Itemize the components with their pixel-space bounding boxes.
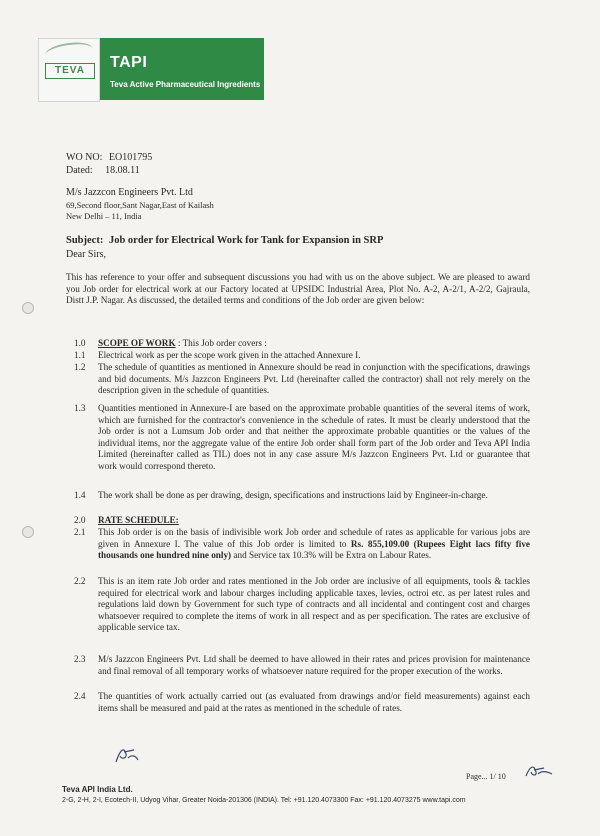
recipient-address-2: New Delhi – 11, India	[66, 211, 142, 221]
item-1-3-number: 1.3	[74, 403, 86, 413]
section-1-number: 1.0	[74, 338, 86, 348]
item-2-1-text-a: This Job order is on the basis of indivisible work Job order and schedule of rates as applicable for various jobs are given in Annexure I. The value of this Job order is limited to	[98, 527, 530, 549]
footer-address: 2-G, 2-H, 2-I, Ecotech-II, Udyog Vihar, Greater Noida-201306 (INDIA). Tel: +91.120.4073300 Fax: +91.120.4073275 www.tapi.com	[62, 797, 466, 804]
item-1-1-number: 1.1	[74, 350, 86, 360]
wo-label: WO NO:	[66, 152, 103, 163]
tapi-wordmark: TAPI	[110, 54, 148, 71]
subject-label: Subject:	[66, 235, 104, 246]
item-2-2-number: 2.2	[74, 576, 86, 586]
recipient-name: M/s Jazzcon Engineers Pvt. Ltd	[66, 187, 193, 198]
item-1-3-text: Quantities mentioned in Annexure-I are based on the approximate probable quantities of the several items of work, which are furnished for the contractor's convenience in the schedule of rates. It must be clearly understood that the Job order is not a Lumsum Job order and that neither the approximate probable quantities or the values of the individual items, nor the aggregate value of the entire Job order shall form part of the Job order and Teva API India Limited (hereinafter called as TIL) does not in any case assure M/s Jazzcon Engineers Pvt. Ltd or guarantee that work would correspond thereto.	[98, 403, 530, 471]
intro-paragraph: This has reference to your offer and subsequent discussions you had with us on the above subject. We are pleased to award you Job order for electrical work at our Factory located at UPSIDC Industrial Area, Plot No. A-2, A-2/1, A-2/2, Gajraula, Distt J.P. Nagar. As discussed, the detailed terms and conditions of the Job order are given below:	[66, 272, 530, 306]
item-1-2-text: The schedule of quantities as mentioned in Annexure should be read in conjunction with the specifications, drawings and bid documents. M/s Jazzcon Engineers Pvt. Ltd (hereinafter called the contractor) shall not rely merely on the description given in the schedule of quantities.	[98, 362, 530, 396]
item-2-3-text: M/s Jazzcon Engineers Pvt. Ltd shall be deemed to have allowed in their rates and prices provision for maintenance and final removal of all temporary works of whatsoever nature required for the proper execution of the works.	[98, 654, 530, 676]
initials-signature-left	[112, 744, 140, 766]
item-2-4-text: The quantities of work actually carried out (as evaluated from drawings and/or field measurements) against each items shall be measured and paid at the rates as mentioned in the schedule of rates.	[98, 691, 530, 713]
salutation: Dear Sirs,	[66, 249, 106, 260]
punch-hole-bottom	[22, 526, 34, 538]
subject-text: Job order for Electrical Work for Tank for Expansion in SRP	[108, 235, 384, 246]
section-2-number: 2.0	[74, 515, 86, 525]
teva-logo	[38, 38, 100, 102]
item-1-4-number: 1.4	[74, 490, 86, 500]
page-number: Page... 1/ 10	[466, 772, 506, 781]
punch-hole-top	[22, 302, 34, 314]
item-2-1-amount: Rs. 855,109.00 (Rupees Eight lacs fifty five thousands one hundred nine only)	[98, 538, 530, 561]
item-1-2-number: 1.2	[74, 362, 86, 372]
subject-line	[66, 235, 383, 246]
tapi-logo	[100, 38, 264, 100]
item-2-3-number: 2.3	[74, 654, 86, 664]
section-1-title-suffix: : This Job order covers :	[175, 338, 267, 348]
tapi-subtitle: Teva Active Pharmaceutical Ingredients	[110, 80, 261, 89]
date-line	[66, 165, 140, 176]
date-value: 18.08.11	[105, 165, 140, 176]
teva-swoosh-icon	[44, 40, 94, 65]
item-2-1-text	[98, 527, 530, 562]
teva-wordmark: TEVA	[45, 63, 95, 79]
item-1-1-text: Electrical work as per the scope work given in the attached Annexure I.	[98, 350, 361, 360]
item-2-2-text: This is an item rate Job order and rates mentioned in the Job order are inclusive of all equipments, tools & tackles required for electrical work and labour charges including applicable taxes, levies, octroi etc. as per latest rules and regulations laid down by Government for such type of contracts and all incidental and contingent cost and charges whatsoever required to complete the items of work in all respect and as per specification. The rates are exclusive of applicable service tax.	[98, 576, 530, 633]
section-1-title: SCOPE OF WORK	[98, 338, 176, 348]
wo-line	[66, 152, 152, 163]
wo-value: EO101795	[108, 152, 153, 163]
item-2-4-number: 2.4	[74, 691, 86, 701]
item-2-1-number: 2.1	[74, 527, 86, 537]
section-1-heading	[98, 338, 267, 348]
recipient-address-1: 69,Second floor,Sant Nagar,East of Kailash	[66, 200, 214, 210]
initials-signature-right	[524, 762, 554, 780]
section-2-heading	[98, 515, 179, 525]
item-2-1-text-b: and Service tax 10.3% will be Extra on Labour Rates.	[231, 550, 432, 561]
date-label: Dated:	[66, 165, 93, 176]
footer-company: Teva API India Ltd.	[62, 785, 133, 794]
section-2-title: RATE SCHEDULE:	[98, 515, 179, 525]
item-1-4-text: The work shall be done as per drawing, design, specifications and instructions laid by Engineer-in-charge.	[98, 490, 488, 500]
